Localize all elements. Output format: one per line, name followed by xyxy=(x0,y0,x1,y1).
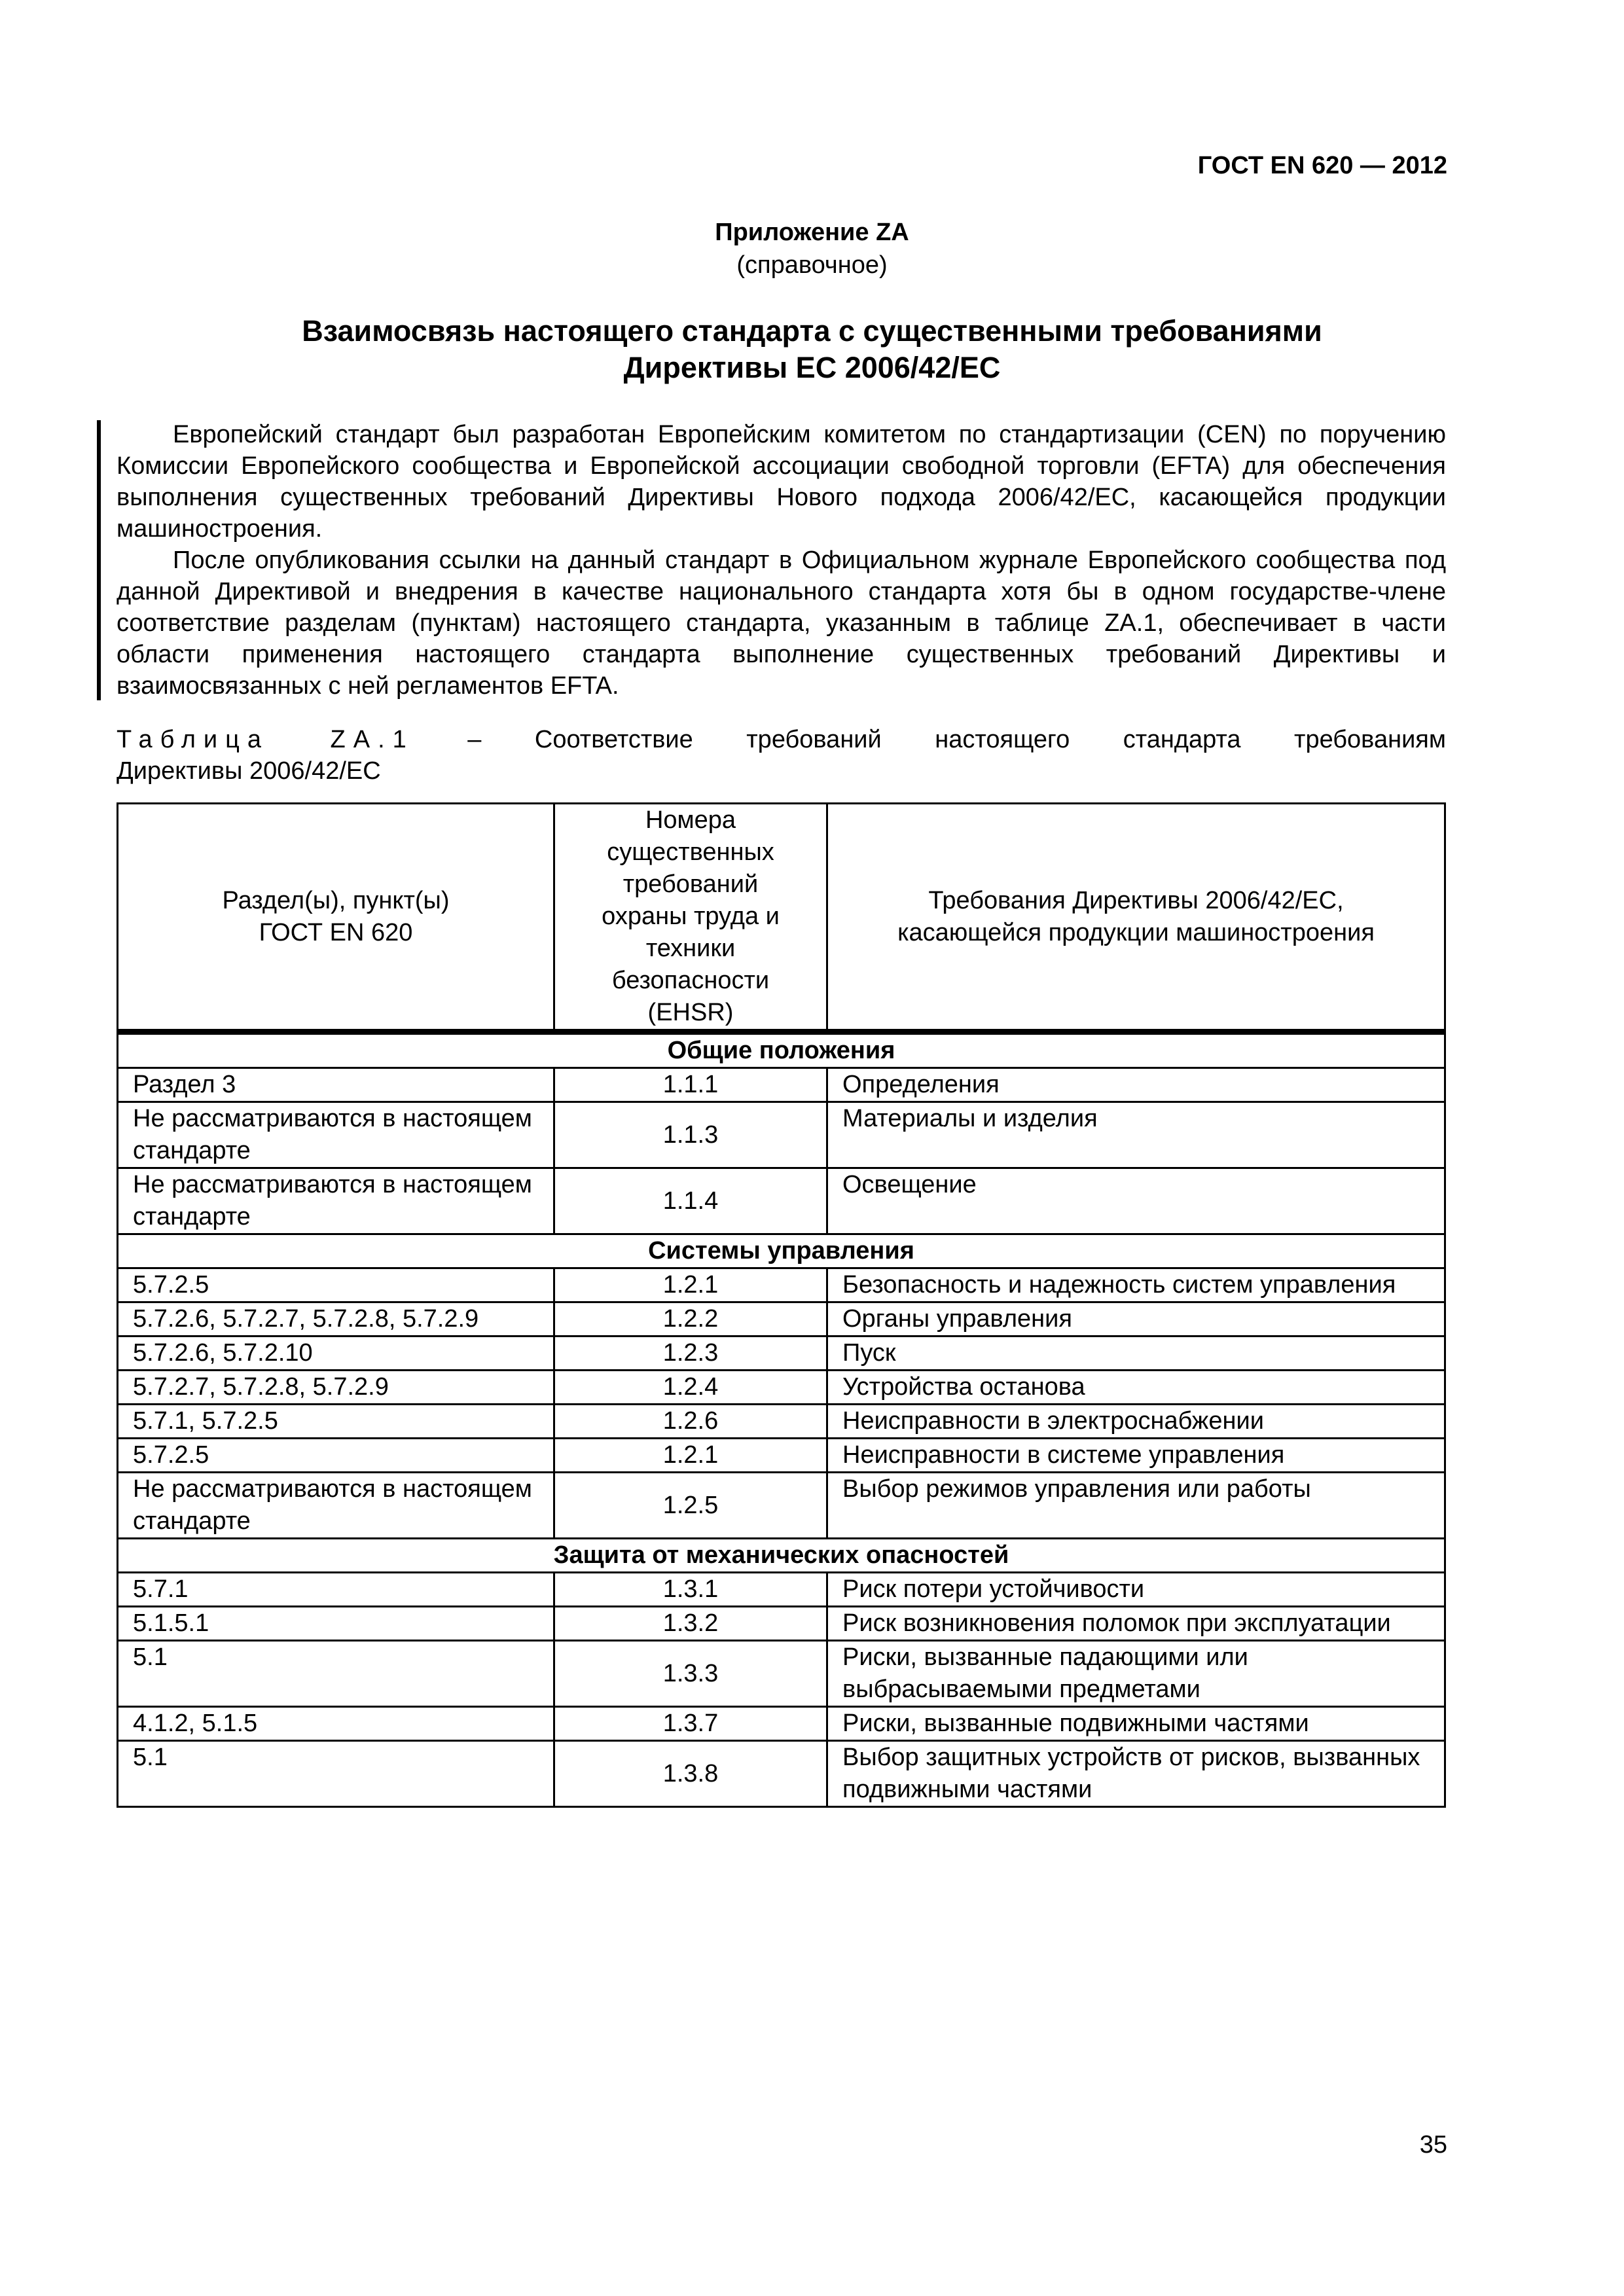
table-section-row xyxy=(118,1234,1445,1268)
annex-title: Приложение ZA xyxy=(715,219,909,246)
cell-clause: 5.1 xyxy=(118,1641,554,1707)
cell-clause: Не рассматриваются в настоящем стандарте xyxy=(118,1168,554,1234)
cell-clause: 5.7.2.7, 5.7.2.8, 5.7.2.9 xyxy=(118,1371,554,1405)
cell-requirement: Безопасность и надежность систем управления xyxy=(827,1268,1445,1302)
intro-text xyxy=(117,419,1446,702)
cell-requirement: Неисправности в электроснабжении xyxy=(827,1405,1445,1439)
cell-ehsr: 1.1.4 xyxy=(554,1168,827,1234)
cell-ehsr: 1.3.8 xyxy=(554,1741,827,1807)
cell-requirement: Риск возникновения поломок при эксплуатации xyxy=(827,1607,1445,1641)
cell-requirement: Неисправности в системе управления xyxy=(827,1439,1445,1473)
cell-requirement: Выбор режимов управления или работы xyxy=(827,1473,1445,1539)
cell-clause: 5.7.1 xyxy=(118,1573,554,1607)
table-row xyxy=(118,1573,1445,1607)
table-caption-label: Таблица ZA.1 xyxy=(117,726,414,753)
section-title: Общие положения xyxy=(118,1032,1445,1068)
document-code: ГОСТ EN 620 — 2012 xyxy=(1197,152,1447,179)
cell-clause: 4.1.2, 5.1.5 xyxy=(118,1707,554,1741)
cell-ehsr: 1.3.1 xyxy=(554,1573,827,1607)
cell-requirement: Освещение xyxy=(827,1168,1445,1234)
table-row xyxy=(118,1068,1445,1102)
main-title-line-2: Директивы ЕС 2006/42/ЕС xyxy=(623,351,1001,384)
main-title-line-1: Взаимосвязь настоящего стандарта с существенными требованиями xyxy=(302,314,1322,348)
table-row xyxy=(118,1102,1445,1168)
table-row xyxy=(118,1168,1445,1234)
table-caption-text: – Соответствие требований настоящего стандарта требованиям xyxy=(467,726,1446,753)
table-row xyxy=(118,1607,1445,1641)
cell-clause: Не рассматриваются в настоящем стандарте xyxy=(118,1102,554,1168)
cell-requirement: Устройства останова xyxy=(827,1371,1445,1405)
change-bar xyxy=(97,420,101,700)
cell-ehsr: 1.1.1 xyxy=(554,1068,827,1102)
table-row xyxy=(118,1473,1445,1539)
table-row xyxy=(118,1439,1445,1473)
cell-clause: 5.7.2.6, 5.7.2.7, 5.7.2.8, 5.7.2.9 xyxy=(118,1302,554,1336)
requirements-table xyxy=(117,802,1446,1808)
cell-clause: 5.1 xyxy=(118,1741,554,1807)
cell-requirement: Выбор защитных устройств от рисков, вызванных подвижными частями xyxy=(827,1741,1445,1807)
cell-clause: 5.1.5.1 xyxy=(118,1607,554,1641)
header-ehsr: Номера существенных требований охраны труда и техники безопасности (EHSR) xyxy=(554,804,827,1032)
page-number: 35 xyxy=(1419,2131,1447,2159)
table-row xyxy=(118,1302,1445,1336)
cell-requirement: Риски, вызванные подвижными частями xyxy=(827,1707,1445,1741)
table-section-row xyxy=(118,1032,1445,1068)
table-row xyxy=(118,1268,1445,1302)
section-title: Системы управления xyxy=(118,1234,1445,1268)
table-row xyxy=(118,1371,1445,1405)
intro-paragraph-2: После опубликования ссылки на данный стандарт в Официальном журнале Европейского сообщества под данной Директивой и внедрения в качестве национального стандарта хотя бы в одном государстве-члене соответствие разделам (пунктам) настоящего стандарта, указанным в таблице ZA.1, обеспечивает в части области применения настоящего стандарта выполнение существенных требований Директивы и взаимосвязанных с ней регламентов EFTA. xyxy=(117,547,1446,700)
cell-clause: 5.7.2.5 xyxy=(118,1439,554,1473)
cell-ehsr: 1.3.2 xyxy=(554,1607,827,1641)
cell-requirement: Определения xyxy=(827,1068,1445,1102)
cell-clause: 5.7.2.6, 5.7.2.10 xyxy=(118,1336,554,1371)
table-caption xyxy=(117,724,1446,755)
cell-clause: 5.7.1, 5.7.2.5 xyxy=(118,1405,554,1439)
cell-ehsr: 1.2.2 xyxy=(554,1302,827,1336)
table-header-row xyxy=(118,804,1445,1032)
cell-requirement: Пуск xyxy=(827,1336,1445,1371)
cell-requirement: Риск потери устойчивости xyxy=(827,1573,1445,1607)
annex-status: (справочное) xyxy=(736,251,888,279)
cell-ehsr: 1.2.1 xyxy=(554,1268,827,1302)
cell-ehsr: 1.2.4 xyxy=(554,1371,827,1405)
cell-clause: Раздел 3 xyxy=(118,1068,554,1102)
cell-clause: 5.7.2.5 xyxy=(118,1268,554,1302)
cell-ehsr: 1.2.3 xyxy=(554,1336,827,1371)
cell-requirement: Органы управления xyxy=(827,1302,1445,1336)
header-clause: Раздел(ы), пункт(ы) ГОСТ EN 620 xyxy=(118,804,554,1032)
header-requirement: Требования Директивы 2006/42/ЕС, касающейся продукции машиностроения xyxy=(827,804,1445,1032)
main-title xyxy=(0,313,1624,386)
table-row xyxy=(118,1741,1445,1807)
table-row xyxy=(118,1641,1445,1707)
table-row xyxy=(118,1405,1445,1439)
cell-ehsr: 1.3.3 xyxy=(554,1641,827,1707)
table-caption-continued: Директивы 2006/42/ЕС xyxy=(117,757,381,785)
cell-ehsr: 1.2.1 xyxy=(554,1439,827,1473)
cell-ehsr: 1.2.5 xyxy=(554,1473,827,1539)
cell-requirement: Материалы и изделия xyxy=(827,1102,1445,1168)
cell-ehsr: 1.2.6 xyxy=(554,1405,827,1439)
cell-ehsr: 1.3.7 xyxy=(554,1707,827,1741)
section-title: Защита от механических опасностей xyxy=(118,1539,1445,1573)
table-row xyxy=(118,1336,1445,1371)
intro-paragraph-1: Европейский стандарт был разработан Европейским комитетом по стандартизации (CEN) по поручению Комиссии Европейского сообщества и Европейской ассоциации свободной торговли (EFTA) для обеспечения выполнения существенных требований Директивы Нового подхода 2006/42/ЕС, касающейся продукции машиностроения. xyxy=(117,421,1446,543)
table-section-row xyxy=(118,1539,1445,1573)
cell-requirement: Риски, вызванные падающими или выбрасываемыми предметами xyxy=(827,1641,1445,1707)
cell-ehsr: 1.1.3 xyxy=(554,1102,827,1168)
cell-clause: Не рассматриваются в настоящем стандарте xyxy=(118,1473,554,1539)
table-row xyxy=(118,1707,1445,1741)
